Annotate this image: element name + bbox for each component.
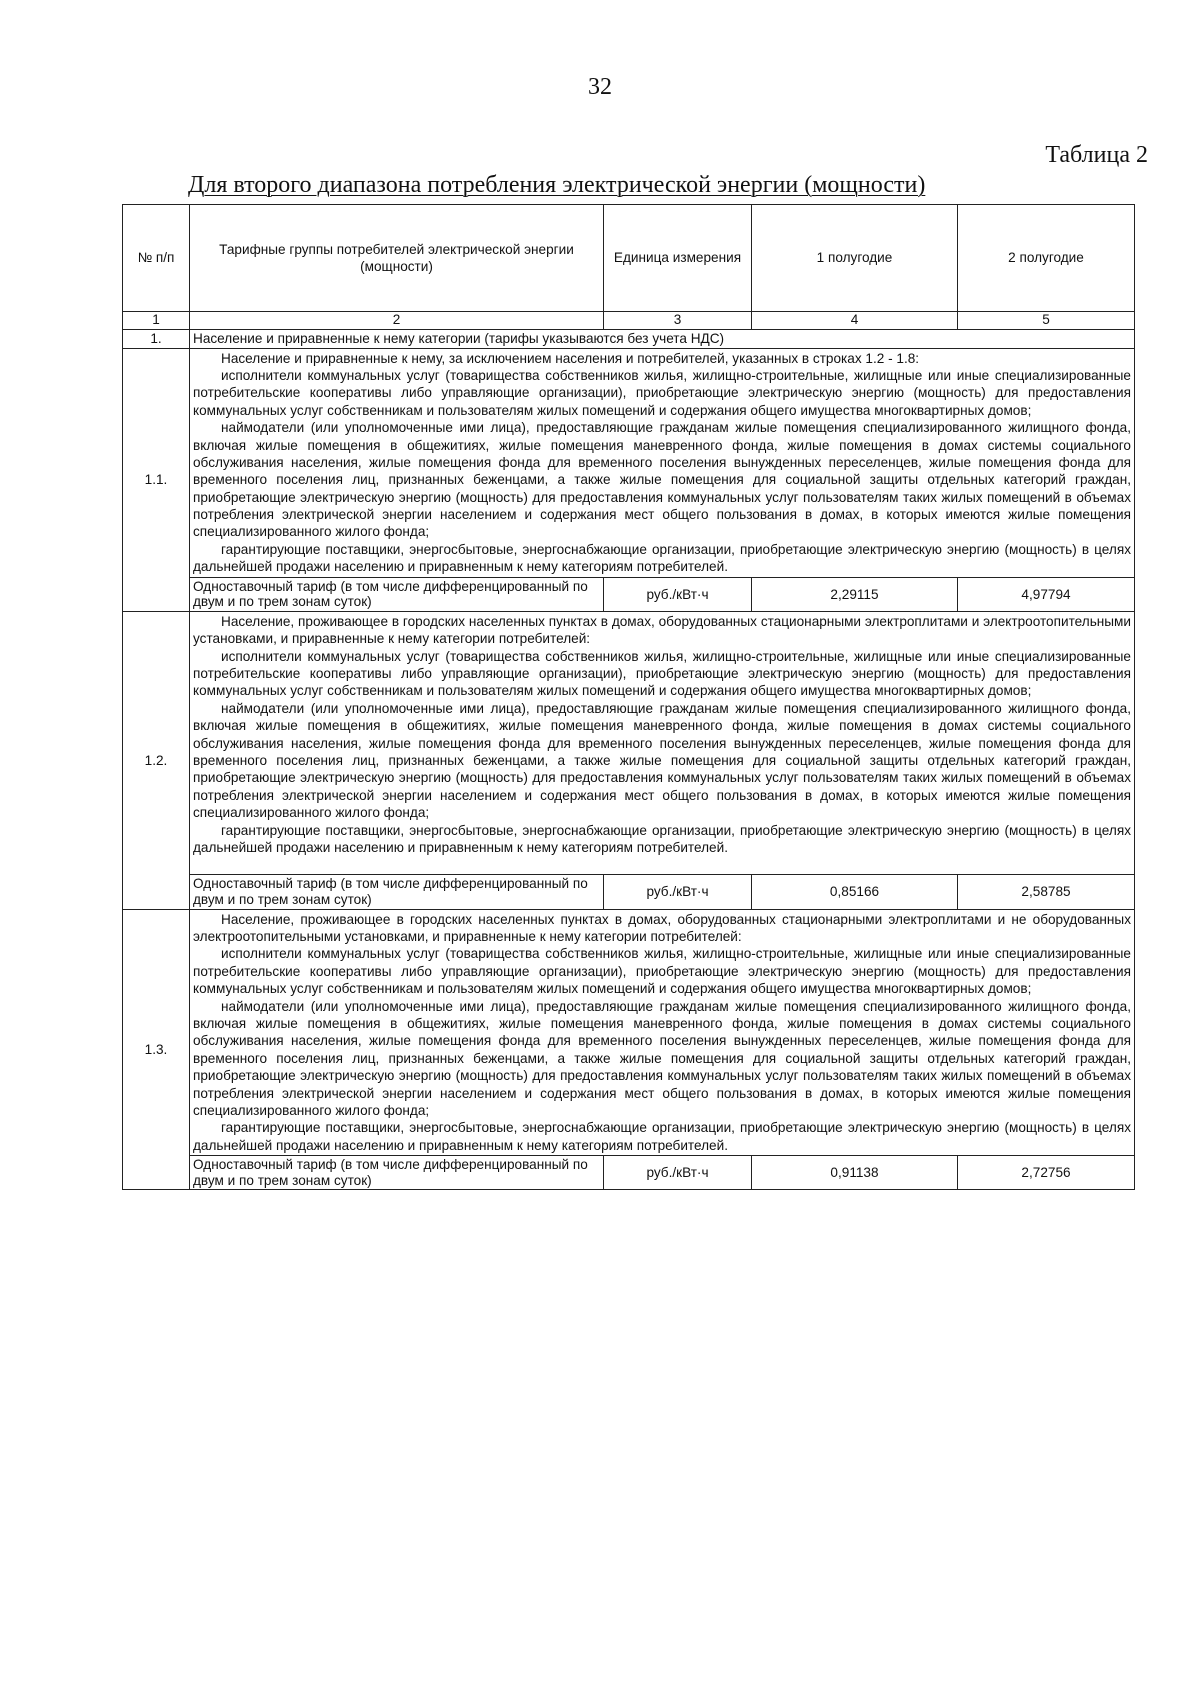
- header-num: № п/п: [123, 205, 190, 312]
- header-group: Тарифные группы потребителей электрической энергии (мощности): [190, 205, 604, 312]
- paragraph: исполнители коммунальных услуг (товарищества собственников жилья, жилищно-строительные, жилищные или иные специализированные потребительские кооперативы либо управляющие организации), приобретающие электрическую энергию (мощность) для предоставления коммунальных услуг собственникам и пользователям жилых помещений и содержания общего имущества многоквартирных домов;: [193, 648, 1131, 699]
- row-num: 1.2.: [123, 611, 190, 909]
- row-desc: [123, 348, 1135, 577]
- paragraph: Население, проживающее в городских населенных пунктах в домах, оборудованных стационарными электроплитами и электроотопительными установками, и приравненные к нему категории потребителей:: [193, 613, 1131, 647]
- row-desc: [123, 611, 1135, 874]
- tariff-half1: 0,85166: [752, 875, 958, 909]
- table-title: Для второго диапазона потребления электрической энергии (мощности): [188, 172, 926, 198]
- tariff-half2: 4,97794: [958, 577, 1135, 611]
- section-title: Население и приравненные к нему категории (тарифы указываются без учета НДС): [190, 329, 1135, 348]
- paragraph: гарантирующие поставщики, энергосбытовые, энергоснабжающие организации, приобретающие электрическую энергию (мощность) в целях дальнейшей продажи населению и приравненным к нему категориям потребителей.: [193, 822, 1131, 855]
- column-number-row: [123, 312, 1135, 330]
- column-number: 4: [752, 312, 958, 330]
- column-number: 1: [123, 312, 190, 330]
- section-num: 1.: [123, 329, 190, 348]
- tariff-name: Одноставочный тариф (в том числе дифференцированный по двум и по трем зонам суток): [190, 875, 604, 909]
- paragraph: гарантирующие поставщики, энергосбытовые, энергоснабжающие организации, приобретающие электрическую энергию (мощность) в целях дальнейшей продажи населению и приравненным к нему категориям потребителей.: [193, 541, 1131, 575]
- row-description: [190, 611, 1135, 874]
- tariff-unit: руб./кВт·ч: [604, 1156, 752, 1190]
- paragraph: гарантирующие поставщики, энергосбытовые, энергоснабжающие организации, приобретающие электрическую энергию (мощность) в целях дальнейшей продажи населению и приравненным к нему категориям потребителей.: [193, 1120, 1131, 1153]
- tariff-half2: 2,58785: [958, 875, 1135, 909]
- row-num: 1.1.: [123, 348, 190, 611]
- tariff-half1: 0,91138: [752, 1156, 958, 1190]
- paragraph: исполнители коммунальных услуг (товарищества собственников жилья, жилищно-строительные, жилищные или иные специализированные потребительские кооперативы либо управляющие организации), приобретающие электрическую энергию (мощность) для предоставления коммунальных услуг собственникам и пользователям жилых помещений и содержания общего имущества многоквартирных домов;: [193, 367, 1131, 418]
- tariff-unit: руб./кВт·ч: [604, 875, 752, 909]
- paragraph: исполнители коммунальных услуг (товарищества собственников жилья, жилищно-строительные, жилищные или иные специализированные потребительские кооперативы либо управляющие организации), приобретающие электрическую энергию (мощность) для предоставления коммунальных услуг собственникам и пользователям жилых помещений и содержания общего имущества многоквартирных домов;: [193, 946, 1131, 997]
- row-tariff: [123, 577, 1135, 611]
- paragraph: Население, проживающее в городских населенных пунктах в домах, оборудованных стационарными электроплитами и не оборудованных электроотопительными установками, и приравненные к нему категории потребителей:: [193, 911, 1131, 945]
- row-tariff: [123, 1156, 1135, 1190]
- section-row: [123, 329, 1135, 348]
- tariff-table: [122, 204, 1135, 1190]
- paragraph: наймодатели (или уполномоченные ими лица), предоставляющие гражданам жилые помещения специализированного жилищного фонда, включая жилые помещения в общежитиях, жилые помещения маневренного фонда, жилые помещения в домах системы социального обслуживания населения, жилые помещения фонда для временного поселения вынужденных переселенцев, жилые помещения фонда для временного поселения лиц, признанных беженцами, а также жилые помещения для социальной защиты отдельных категорий граждан, приобретающие электрическую энергию (мощность) для предоставления коммунальных услуг пользователям таких жилых помещений в объемах потребления электрической энергии населением и содержания мест общего пользования в домах, в которых имеются жилые помещения специализированного жилого фонда;: [193, 700, 1131, 821]
- table-label: Таблица 2: [1045, 142, 1148, 168]
- header-unit: Единица измерения: [604, 205, 752, 312]
- column-number: 3: [604, 312, 752, 330]
- tariff-half2: 2,72756: [958, 1156, 1135, 1190]
- tariff-name: Одноставочный тариф (в том числе дифференцированный по двум и по трем зонам суток): [190, 577, 604, 611]
- page-number: 32: [588, 74, 612, 100]
- tariff-unit: руб./кВт·ч: [604, 577, 752, 611]
- header-half1: 1 полугодие: [752, 205, 958, 312]
- row-num: 1.3.: [123, 909, 190, 1190]
- tariff-name: Одноставочный тариф (в том числе дифференцированный по двум и по трем зонам суток): [190, 1156, 604, 1190]
- header-row: [123, 205, 1135, 312]
- row-description: [190, 348, 1135, 577]
- column-number: 2: [190, 312, 604, 330]
- paragraph: наймодатели (или уполномоченные ими лица), предоставляющие гражданам жилые помещения специализированного жилищного фонда, включая жилые помещения в общежитиях, жилые помещения маневренного фонда, жилые помещения в домах системы социального обслуживания населения, жилые помещения фонда для временного поселения вынужденных переселенцев, жилые помещения фонда для временного поселения лиц, признанных беженцами, а также жилые помещения для социальной защиты отдельных категорий граждан, приобретающие электрическую энергию (мощность) для предоставления коммунальных услуг пользователям таких жилых помещений в объемах потребления электрической энергии населением и содержания мест общего пользования в домах, в которых имеются жилые помещения специализированного жилого фонда;: [193, 420, 1131, 540]
- column-number: 5: [958, 312, 1135, 330]
- row-tariff: [123, 875, 1135, 909]
- paragraph: наймодатели (или уполномоченные ими лица), предоставляющие гражданам жилые помещения специализированного жилищного фонда, включая жилые помещения в общежитиях, жилые помещения маневренного фонда, жилые помещения в домах системы социального обслуживания населения, жилые помещения фонда для временного поселения вынужденных переселенцев, жилые помещения фонда для временного поселения лиц, признанных беженцами, а также жилые помещения для социальной защиты отдельных категорий граждан, приобретающие электрическую энергию (мощность) для предоставления коммунальных услуг пользователям таких жилых помещений в объемах потребления электрической энергии населением и содержания мест общего пользования в домах, в которых имеются жилые помещения специализированного жилого фонда;: [193, 998, 1131, 1118]
- paragraph: Население и приравненные к нему, за исключением населения и потребителей, указанных в строках 1.2 - 1.8:: [221, 350, 920, 366]
- tariff-half1: 2,29115: [752, 577, 958, 611]
- row-desc: [123, 909, 1135, 1155]
- header-half2: 2 полугодие: [958, 205, 1135, 312]
- row-description: [190, 909, 1135, 1155]
